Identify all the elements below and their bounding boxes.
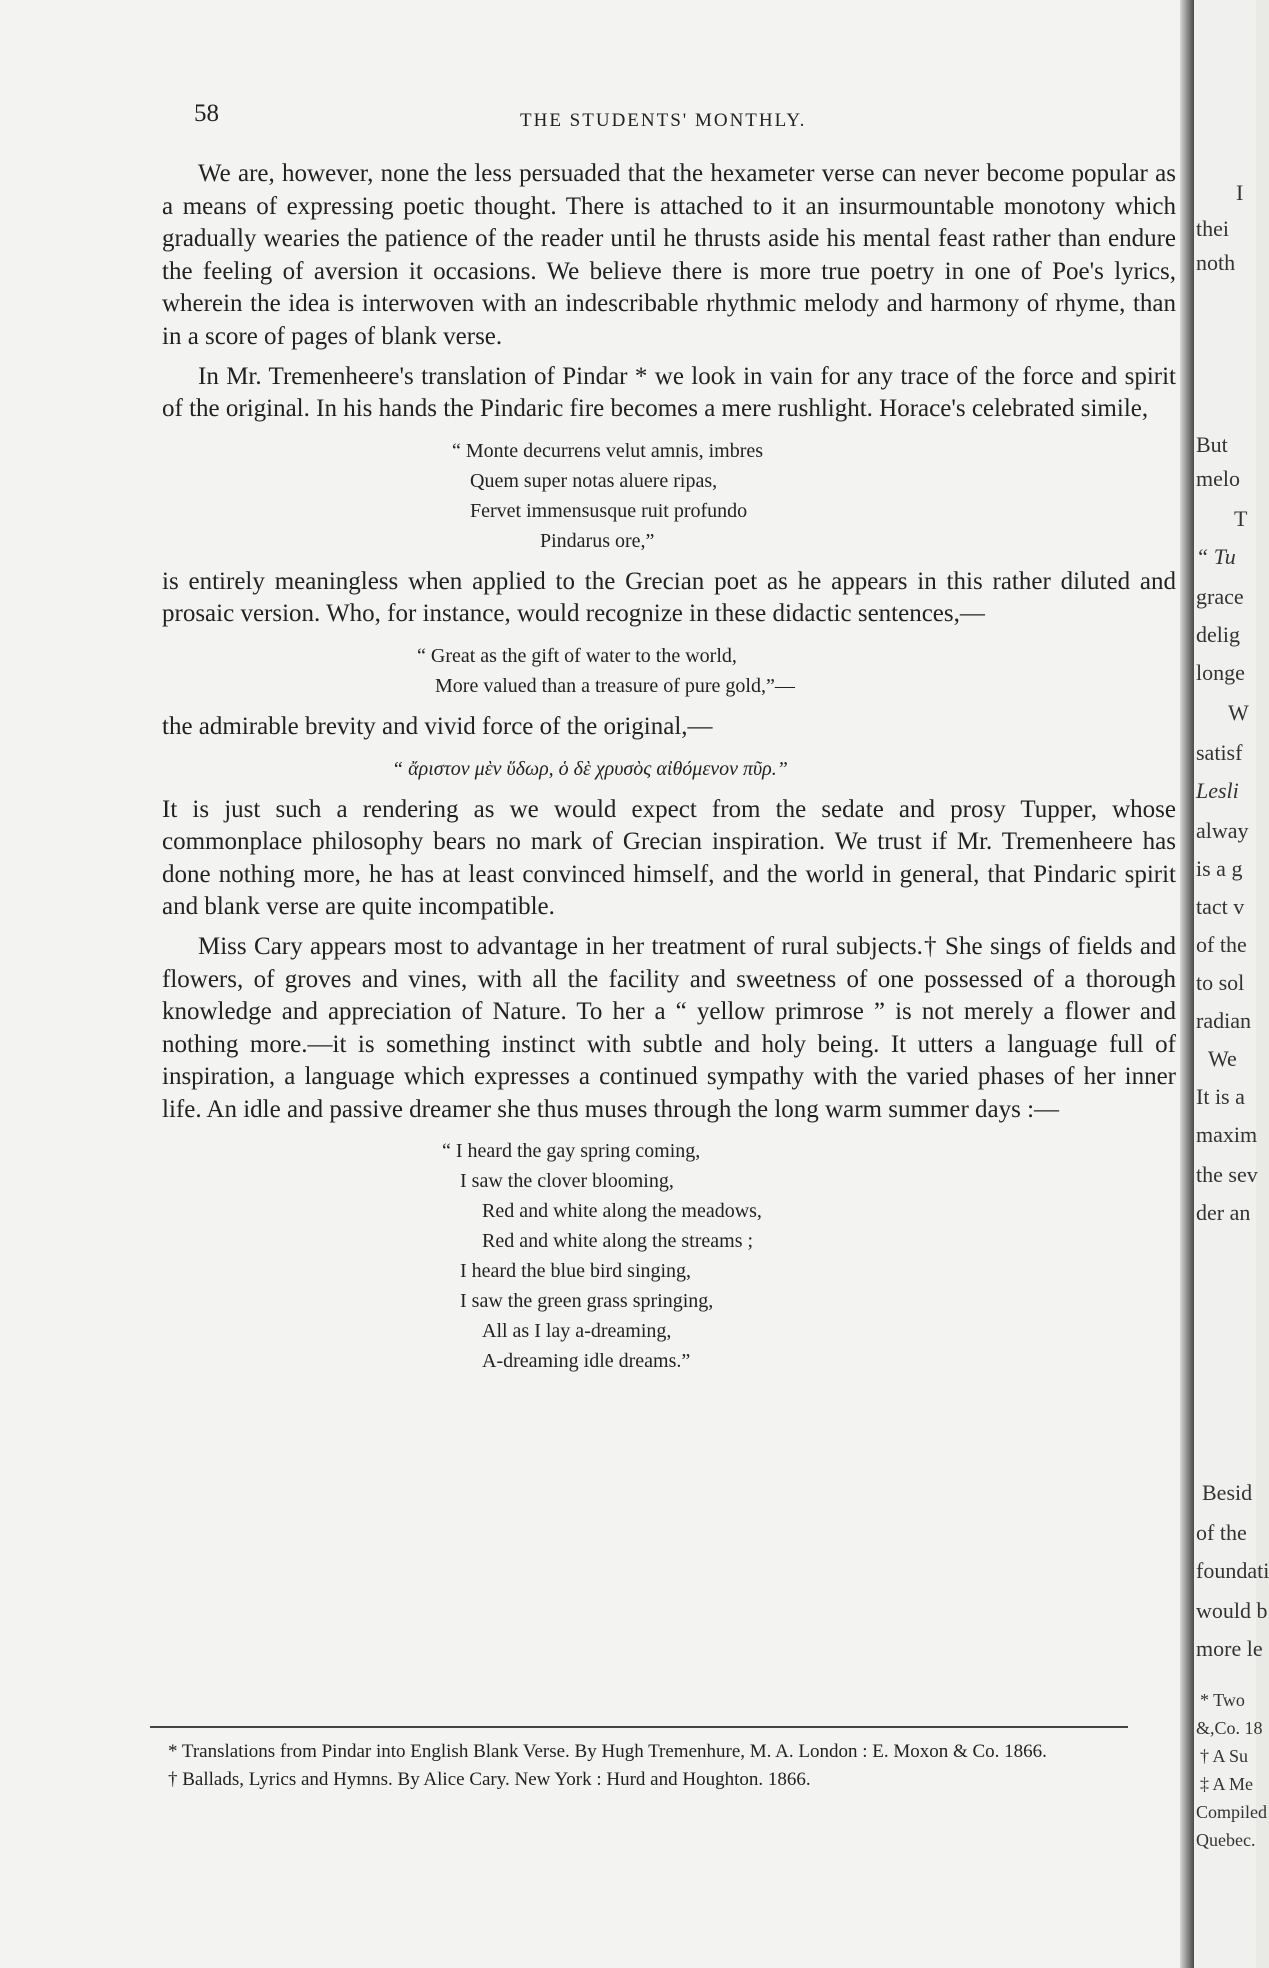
quote-line: “ ἄριστον μὲν ὕδωρ, ὁ δὲ χρυσὸς αἰθόμενον πῦρ.” <box>392 757 788 780</box>
facing-fragment: T <box>1234 506 1248 531</box>
poem-line: I saw the green grass springing, <box>460 1290 714 1313</box>
poem-line: A-dreaming idle dreams.” <box>482 1350 691 1373</box>
facing-fragment: melo <box>1196 466 1240 491</box>
page-number: 58 <box>194 100 219 127</box>
facing-fragment: * Two <box>1200 1690 1245 1710</box>
facing-page <box>1194 0 1269 1968</box>
facing-fragment: der an <box>1196 1200 1251 1225</box>
facing-fragment: delig <box>1196 622 1240 647</box>
facing-fragment: grace <box>1196 584 1244 609</box>
quote-line: Quem super notas aluere ripas, <box>470 469 718 492</box>
facing-fragment: ‡ A Me <box>1200 1774 1254 1794</box>
footnote-rule <box>150 1726 1128 1728</box>
poem-line: All as I lay a-dreaming, <box>482 1320 672 1343</box>
horace-quote <box>162 436 1176 556</box>
paragraph-hexameter: We are, however, none the less persuaded that the hexameter verse can never become popular as a means of expressing poetic thought. There is attached to it an insurmountable monotony which gradually wearies the patience of the reader until he thrusts aside his mental feast rather than endure the feeling of aversion it occasions. We believe there is more true poetry in one of Poe's lyrics, wherein the idea is interwoven with an indescribable rhythmic melody and harmony of rhyme, than in a score of pages of blank verse. <box>162 160 1176 350</box>
facing-fragment: Lesli <box>1196 778 1239 803</box>
footnotes <box>150 1738 1130 1794</box>
facing-fragment: is a g <box>1196 856 1243 881</box>
facing-fragment: Besid <box>1202 1480 1253 1505</box>
facing-fragment: longe <box>1196 660 1245 685</box>
quote-line: Fervet immensusque ruit profundo <box>470 499 748 522</box>
paragraph-pindar: In Mr. Tremenheere's translation of Pindar * we look in vain for any trace of the force and spirit of the original. In his hands the Pindaric fire becomes a mere rushlight. Horace's celebrated simile, <box>162 362 1176 423</box>
poem-line: I saw the clover blooming, <box>460 1170 674 1193</box>
facing-fragment: We <box>1208 1046 1237 1071</box>
facing-fragment: satisf <box>1196 740 1243 765</box>
facing-fragment: Compiled <box>1196 1802 1267 1822</box>
quote-line: More valued than a treasure of pure gold,”— <box>435 674 795 697</box>
paragraph-brevity: the admirable brevity and vivid force of the original,— <box>162 712 713 740</box>
facing-fragment: But <box>1196 432 1228 457</box>
facing-fragment: “ Tu <box>1196 544 1236 569</box>
facing-fragment: alway <box>1196 818 1249 843</box>
facing-fragment: tact v <box>1196 894 1245 919</box>
footnote-cary: † Ballads, Lyrics and Hymns. By Alice Cary. New York : Hurd and Houghton. 1866. <box>168 1769 811 1790</box>
poem-line: Red and white along the streams ; <box>482 1230 754 1253</box>
page-header <box>190 100 1180 140</box>
quote-line: Pindarus ore,” <box>540 529 655 552</box>
facing-fragment: foundati <box>1196 1558 1269 1583</box>
quote-line: “ Monte decurrens velut amnis, imbres <box>452 439 764 462</box>
facing-fragment: It is a <box>1196 1084 1245 1109</box>
facing-fragment: of the <box>1196 932 1247 957</box>
didactic-quote <box>162 641 1176 701</box>
cary-poem <box>162 1136 1176 1376</box>
facing-fragment: noth <box>1196 250 1236 275</box>
poem-line: “ I heard the gay spring coming, <box>442 1140 701 1163</box>
facing-fragment: Quebec. <box>1196 1830 1256 1850</box>
facing-fragment: of the <box>1196 1520 1247 1545</box>
footnote-pindar: * Translations from Pindar into English Blank Verse. By Hugh Tremenhure, M. A. London : E. Moxon & Co. 1866. <box>168 1741 1047 1762</box>
facing-fragment: would b <box>1196 1598 1268 1623</box>
facing-fragment: maxim <box>1196 1122 1258 1147</box>
facing-fragment: the sev <box>1196 1162 1258 1187</box>
facing-fragment: to sol <box>1196 970 1245 995</box>
paragraph-tupper: It is just such a rendering as we would expect from the sedate and prosy Tupper, whose commonplace philosophy bears no mark of Grecian inspiration. We trust if Mr. Tremenheere has done nothing more, he has at least convinced himself, and the world in general, that Pindaric spirit and blank verse are quite incompatible. <box>162 795 1176 921</box>
facing-fragment: thei <box>1196 216 1229 241</box>
poem-line: I heard the blue bird singing, <box>460 1260 692 1283</box>
paragraph-cary: Miss Cary appears most to advantage in her treatment of rural subjects.† She sings of fields and flowers, of groves and vines, with all the facility and sweetness of one possessed of a thorough knowledge and appreciation of Nature. To her a “ yellow primrose ” is not merely a flower and nothing more.—it is something instinct with subtle and holy being. It utters a language full of inspiration, a language which expresses a continued sympathy with the varied phases of her inner life. An idle and passive dreamer she thus muses through the long warm summer days :— <box>162 932 1176 1123</box>
facing-fragment: I <box>1236 180 1244 205</box>
facing-fragment: more le <box>1196 1636 1263 1661</box>
paragraph-meaningless: is entirely meaningless when applied to the Grecian poet as he appears in this rather diluted and prosaic version. Who, for instance, would recognize in these didactic sentences,— <box>162 567 1176 628</box>
facing-fragment: W <box>1228 700 1249 725</box>
greek-quote <box>162 754 1176 784</box>
facing-fragment: &,Co. 18 <box>1196 1718 1263 1738</box>
facing-fragment: radian <box>1196 1008 1251 1033</box>
running-title: THE STUDENTS' MONTHLY. <box>520 110 807 131</box>
facing-fragment: † A Su <box>1200 1746 1249 1766</box>
poem-line: Red and white along the meadows, <box>482 1200 762 1223</box>
body-text <box>162 158 1176 1386</box>
quote-line: “ Great as the gift of water to the world, <box>417 644 737 667</box>
